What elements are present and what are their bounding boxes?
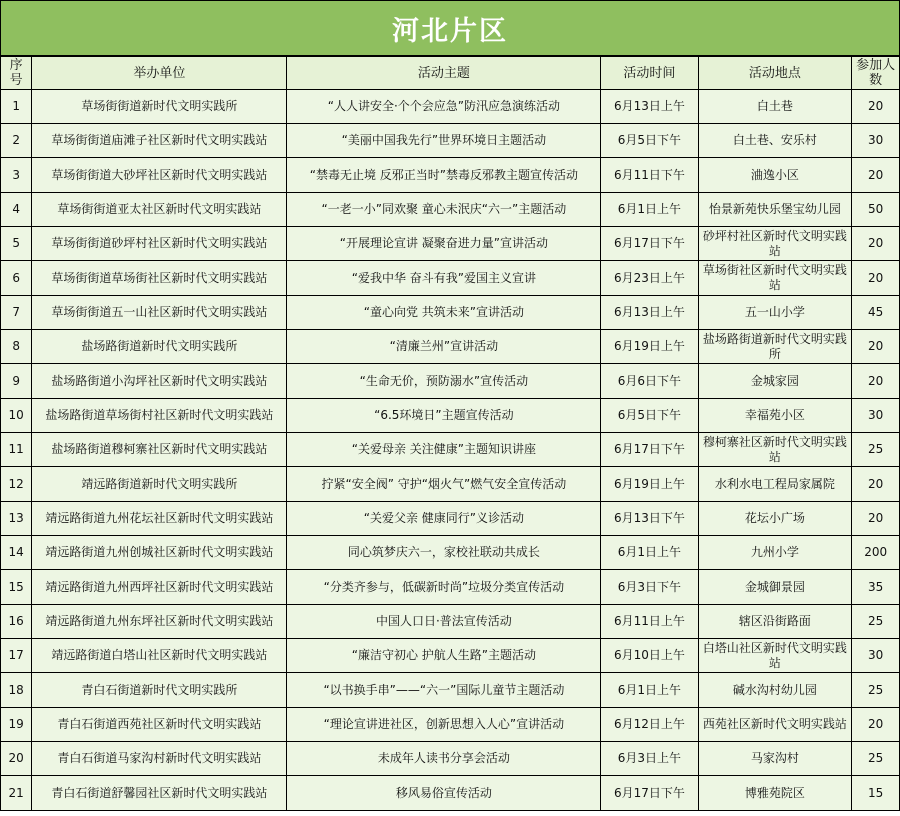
page-title: 河北片区 — [0, 0, 900, 56]
cell-place: 碱水沟村幼儿园 — [698, 673, 852, 708]
table-row — [1, 330, 900, 364]
cell-org: 靖远路街道九州创城社区新时代文明实践站 — [32, 536, 287, 570]
cell-time: 6月11日上午 — [601, 605, 698, 639]
cell-count: 15 — [852, 776, 900, 811]
cell-count: 30 — [852, 124, 900, 158]
cell-time: 6月17日下午 — [601, 776, 698, 811]
table-row — [1, 502, 900, 536]
cell-count: 20 — [852, 90, 900, 124]
cell-no: 17 — [1, 639, 32, 673]
cell-place: 金城家园 — [698, 364, 852, 399]
cell-count: 25 — [852, 742, 900, 776]
cell-theme: “一老一小”同欢聚 童心未泯庆“六一”主题活动 — [287, 193, 601, 227]
cell-theme: 移风易俗宣传活动 — [287, 776, 601, 811]
cell-org: 青白石街道新时代文明实践所 — [32, 673, 287, 708]
cell-org: 靖远路街道白塔山社区新时代文明实践站 — [32, 639, 287, 673]
cell-no: 9 — [1, 364, 32, 399]
cell-no: 5 — [1, 227, 32, 261]
cell-no: 3 — [1, 158, 32, 193]
cell-place: 五一山小学 — [698, 296, 852, 330]
cell-count: 25 — [852, 605, 900, 639]
header-time: 活动时间 — [601, 57, 698, 90]
cell-count: 35 — [852, 570, 900, 605]
cell-no: 11 — [1, 433, 32, 467]
cell-no: 12 — [1, 467, 32, 502]
cell-theme: 拧紧“安全阀” 守护“烟火气”燃气安全宣传活动 — [287, 467, 601, 502]
cell-count: 20 — [852, 467, 900, 502]
cell-place: 穆柯寨社区新时代文明实践站 — [698, 433, 852, 467]
cell-org: 草场街街道庙滩子社区新时代文明实践站 — [32, 124, 287, 158]
cell-org: 靖远路街道九州西坪社区新时代文明实践站 — [32, 570, 287, 605]
cell-org: 草场街街道大砂坪社区新时代文明实践站 — [32, 158, 287, 193]
cell-time: 6月11日下午 — [601, 158, 698, 193]
cell-count: 20 — [852, 330, 900, 364]
cell-place: 马家沟村 — [698, 742, 852, 776]
cell-place: 辖区沿街路面 — [698, 605, 852, 639]
cell-no: 7 — [1, 296, 32, 330]
cell-theme: “生命无价，预防溺水”宣传活动 — [287, 364, 601, 399]
cell-theme: “廉洁守初心 护航人生路”主题活动 — [287, 639, 601, 673]
cell-place: 金城御景园 — [698, 570, 852, 605]
cell-org: 草场街街道亚太社区新时代文明实践站 — [32, 193, 287, 227]
cell-count: 45 — [852, 296, 900, 330]
cell-no: 10 — [1, 399, 32, 433]
table-row — [1, 124, 900, 158]
cell-org: 盐场路街道新时代文明实践所 — [32, 330, 287, 364]
cell-no: 16 — [1, 605, 32, 639]
cell-place: 白土巷、安乐村 — [698, 124, 852, 158]
cell-no: 6 — [1, 261, 32, 296]
cell-theme: “爱我中华 奋斗有我”爱国主义宣讲 — [287, 261, 601, 296]
cell-time: 6月19日上午 — [601, 330, 698, 364]
cell-no: 8 — [1, 330, 32, 364]
cell-theme: 中国人口日·普法宣传活动 — [287, 605, 601, 639]
cell-org: 草场街街道砂坪村社区新时代文明实践站 — [32, 227, 287, 261]
cell-count: 20 — [852, 227, 900, 261]
cell-place: 九州小学 — [698, 536, 852, 570]
cell-theme: “以书换手串”——“六一”国际儿童节主题活动 — [287, 673, 601, 708]
table-row — [1, 605, 900, 639]
table-header-row — [1, 57, 900, 90]
cell-place: 西苑社区新时代文明实践站 — [698, 708, 852, 742]
cell-no: 18 — [1, 673, 32, 708]
cell-theme: “禁毒无止境 反邪正当时”禁毒反邪教主题宣传活动 — [287, 158, 601, 193]
cell-time: 6月5日下午 — [601, 124, 698, 158]
cell-org: 盐场路街道穆柯寨社区新时代文明实践站 — [32, 433, 287, 467]
header-no: 序号 — [1, 57, 32, 90]
cell-theme: 同心筑梦庆六一，家校社联动共成长 — [287, 536, 601, 570]
cell-org: 盐场路街道草场街村社区新时代文明实践站 — [32, 399, 287, 433]
cell-no: 13 — [1, 502, 32, 536]
cell-no: 20 — [1, 742, 32, 776]
cell-org: 青白石街道舒馨园社区新时代文明实践站 — [32, 776, 287, 811]
cell-theme: 未成年人读书分享会活动 — [287, 742, 601, 776]
cell-org: 草场街街道新时代文明实践所 — [32, 90, 287, 124]
cell-count: 25 — [852, 433, 900, 467]
table-row — [1, 261, 900, 296]
cell-no: 14 — [1, 536, 32, 570]
cell-no: 15 — [1, 570, 32, 605]
cell-count: 25 — [852, 673, 900, 708]
cell-count: 30 — [852, 399, 900, 433]
cell-theme: “关爱母亲 关注健康”主题知识讲座 — [287, 433, 601, 467]
table-row — [1, 776, 900, 811]
cell-count: 30 — [852, 639, 900, 673]
cell-time: 6月23日上午 — [601, 261, 698, 296]
cell-count: 50 — [852, 193, 900, 227]
cell-org: 盐场路街道小沟坪社区新时代文明实践站 — [32, 364, 287, 399]
cell-place: 怡景新苑快乐堡宝幼儿园 — [698, 193, 852, 227]
cell-org: 青白石街道西苑社区新时代文明实践站 — [32, 708, 287, 742]
table-row — [1, 399, 900, 433]
cell-place: 花坛小广场 — [698, 502, 852, 536]
cell-place: 盐场路街道新时代文明实践所 — [698, 330, 852, 364]
cell-time: 6月10日上午 — [601, 639, 698, 673]
table-row — [1, 227, 900, 261]
cell-place: 白土巷 — [698, 90, 852, 124]
cell-theme: “开展理论宣讲 凝聚奋进力量”宣讲活动 — [287, 227, 601, 261]
cell-time: 6月3日下午 — [601, 570, 698, 605]
cell-org: 草场街街道草场街社区新时代文明实践站 — [32, 261, 287, 296]
table-row — [1, 673, 900, 708]
cell-theme: “清廉兰州”宣讲活动 — [287, 330, 601, 364]
activity-table — [0, 56, 900, 811]
cell-count: 20 — [852, 364, 900, 399]
table-row — [1, 708, 900, 742]
table-row — [1, 193, 900, 227]
cell-time: 6月19日上午 — [601, 467, 698, 502]
cell-count: 200 — [852, 536, 900, 570]
cell-theme: “6.5环境日”主题宣传活动 — [287, 399, 601, 433]
cell-place: 水利水电工程局家属院 — [698, 467, 852, 502]
table-row — [1, 536, 900, 570]
header-place: 活动地点 — [698, 57, 852, 90]
cell-org: 靖远路街道新时代文明实践所 — [32, 467, 287, 502]
cell-time: 6月1日上午 — [601, 193, 698, 227]
table-row — [1, 364, 900, 399]
cell-time: 6月13日上午 — [601, 296, 698, 330]
cell-time: 6月12日上午 — [601, 708, 698, 742]
table-row — [1, 570, 900, 605]
cell-time: 6月3日上午 — [601, 742, 698, 776]
table-row — [1, 742, 900, 776]
header-theme: 活动主题 — [287, 57, 601, 90]
cell-count: 20 — [852, 261, 900, 296]
cell-place: 博雅苑院区 — [698, 776, 852, 811]
cell-theme: “关爱父亲 健康同行”义诊活动 — [287, 502, 601, 536]
cell-time: 6月13日上午 — [601, 90, 698, 124]
cell-time: 6月6日下午 — [601, 364, 698, 399]
cell-org: 靖远路街道九州东坪社区新时代文明实践站 — [32, 605, 287, 639]
table-row — [1, 90, 900, 124]
cell-org: 草场街街道五一山社区新时代文明实践站 — [32, 296, 287, 330]
header-org: 举办单位 — [32, 57, 287, 90]
cell-no: 4 — [1, 193, 32, 227]
table-row — [1, 639, 900, 673]
cell-count: 20 — [852, 158, 900, 193]
cell-no: 21 — [1, 776, 32, 811]
cell-place: 幸福苑小区 — [698, 399, 852, 433]
cell-time: 6月1日上午 — [601, 536, 698, 570]
table-row — [1, 467, 900, 502]
cell-place: 白塔山社区新时代文明实践站 — [698, 639, 852, 673]
cell-org: 青白石街道马家沟村新时代文明实践站 — [32, 742, 287, 776]
cell-theme: “分类齐参与，低碳新时尚”垃圾分类宣传活动 — [287, 570, 601, 605]
header-count: 参加人数 — [852, 57, 900, 90]
cell-org: 靖远路街道九州花坛社区新时代文明实践站 — [32, 502, 287, 536]
cell-time: 6月1日上午 — [601, 673, 698, 708]
cell-time: 6月17日下午 — [601, 227, 698, 261]
cell-count: 20 — [852, 708, 900, 742]
cell-theme: “美丽中国我先行”世界环境日主题活动 — [287, 124, 601, 158]
cell-theme: “人人讲安全·个个会应急”防汛应急演练活动 — [287, 90, 601, 124]
cell-no: 2 — [1, 124, 32, 158]
cell-place: 草场街社区新时代文明实践站 — [698, 261, 852, 296]
cell-time: 6月5日下午 — [601, 399, 698, 433]
cell-place: 砂坪村社区新时代文明实践站 — [698, 227, 852, 261]
cell-no: 1 — [1, 90, 32, 124]
table-row — [1, 433, 900, 467]
cell-theme: “童心向党 共筑未来”宣讲活动 — [287, 296, 601, 330]
table-row — [1, 158, 900, 193]
cell-count: 20 — [852, 502, 900, 536]
table-row — [1, 296, 900, 330]
cell-time: 6月13日下午 — [601, 502, 698, 536]
cell-place: 浀逸小区 — [698, 158, 852, 193]
cell-no: 19 — [1, 708, 32, 742]
cell-time: 6月17日下午 — [601, 433, 698, 467]
cell-theme: “理论宣讲进社区，创新思想入人心”宣讲活动 — [287, 708, 601, 742]
